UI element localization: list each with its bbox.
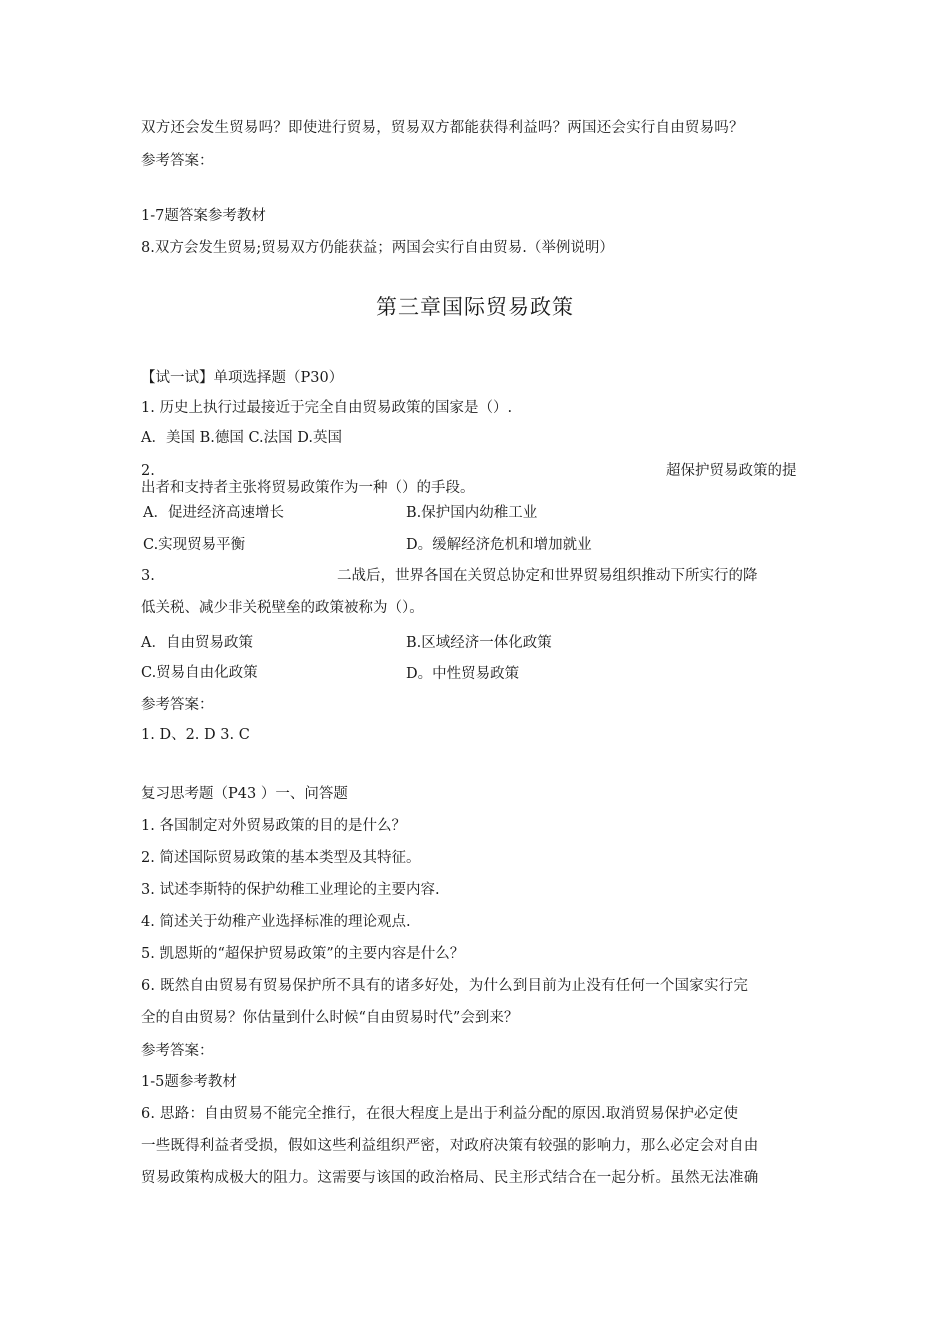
chapter-title: 第三章国际贸易政策 xyxy=(376,295,574,319)
review-question-3: 3. 试述李斯特的保护幼稚工业理论的主要内容. xyxy=(141,882,440,898)
quiz-question-1-options: A．美国 B.德国 C.法国 D.英国 xyxy=(141,430,342,446)
review-question-6-line-2: 全的自由贸易？你估量到什么时候“自由贸易时代”会到来？ xyxy=(141,1010,519,1026)
quiz-question-1: 1. 历史上执行过最接近于完全自由贸易政策的国家是（）. xyxy=(141,400,513,416)
review-question-4: 4. 简述关于幼稚产业选择标准的理论观点. xyxy=(141,914,411,930)
answer-8-text: 8.双方会发生贸易;贸易双方仍能获益；两国会实行自由贸易.（举例说明） xyxy=(141,240,614,256)
review-header: 复习思考题（P43 ）一、问答题 xyxy=(141,786,348,802)
review-question-6-line-1: 6. 既然自由贸易有贸易保护所不具有的诸多好处，为什么到目前为止没有任何一个国家实行完 xyxy=(141,978,749,994)
quiz-question-2-number: 2. xyxy=(141,463,155,479)
quiz-question-3-option-a: A．自由贸易政策 xyxy=(141,635,253,651)
quiz-answers: 1. D、2. D 3. C xyxy=(141,727,250,743)
quiz-question-3-number: 3. xyxy=(141,568,155,584)
review-question-1: 1. 各国制定对外贸易政策的目的是什么？ xyxy=(141,818,406,834)
quiz-question-3-continuation: 低关税、减少非关税壁垒的政策被称为（）。 xyxy=(141,600,424,616)
quiz-answer-label: 参考答案： xyxy=(141,697,214,713)
answer-label: 参考答案： xyxy=(141,153,214,169)
quiz-question-2-option-b: B.保护国内幼稚工业 xyxy=(406,505,538,521)
quiz-question-3-text: 二战后，世界各国在关贸总协定和世界贸易组织推动下所实行的降 xyxy=(337,568,758,584)
review-question-2: 2. 简述国际贸易政策的基本类型及其特征。 xyxy=(141,850,421,866)
quiz-question-3-option-c: C.贸易自由化政策 xyxy=(141,665,258,681)
quiz-question-2-text: 超保护贸易政策的提 xyxy=(666,463,797,479)
review-answer-label: 参考答案： xyxy=(141,1043,214,1059)
quiz-question-2-option-d: D。缓解经济危机和增加就业 xyxy=(406,537,592,553)
question-continuation-text: 双方还会发生贸易吗？即使进行贸易，贸易双方都能获得利益吗？两国还会实行自由贸易吗？ xyxy=(141,120,744,136)
quiz-question-2-option-a: A．促进经济高速增长 xyxy=(143,505,284,521)
quiz-question-3-option-d: D。中性贸易政策 xyxy=(406,666,520,682)
quiz-header: 【试一试】单项选择题（P30） xyxy=(141,370,344,386)
quiz-question-2-continuation: 出者和支持者主张将贸易政策作为一种（）的手段。 xyxy=(141,480,475,496)
review-question-5: 5. 凯恩斯的“超保护贸易政策”的主要内容是什么？ xyxy=(141,946,465,962)
review-answer-6-line-1: 6. 思路：自由贸易不能完全推行，在很大程度上是出于利益分配的原因.取消贸易保护必定使 xyxy=(141,1106,739,1122)
quiz-question-3-option-b: B.区域经济一体化政策 xyxy=(406,635,552,651)
review-answer-6-line-3: 贸易政策构成极大的阻力。这需要与该国的政治格局、民主形式结合在一起分析。虽然无法准确 xyxy=(141,1170,759,1186)
answer-1-7-text: 1-7题答案参考教材 xyxy=(141,208,266,224)
review-answer-6-line-2: 一些既得利益者受损，假如这些利益组织严密，对政府决策有较强的影响力，那么必定会对自由 xyxy=(141,1138,759,1154)
quiz-question-2-option-c: C.实现贸易平衡 xyxy=(143,537,246,553)
review-answer-1-5: 1-5题参考教材 xyxy=(141,1074,237,1090)
